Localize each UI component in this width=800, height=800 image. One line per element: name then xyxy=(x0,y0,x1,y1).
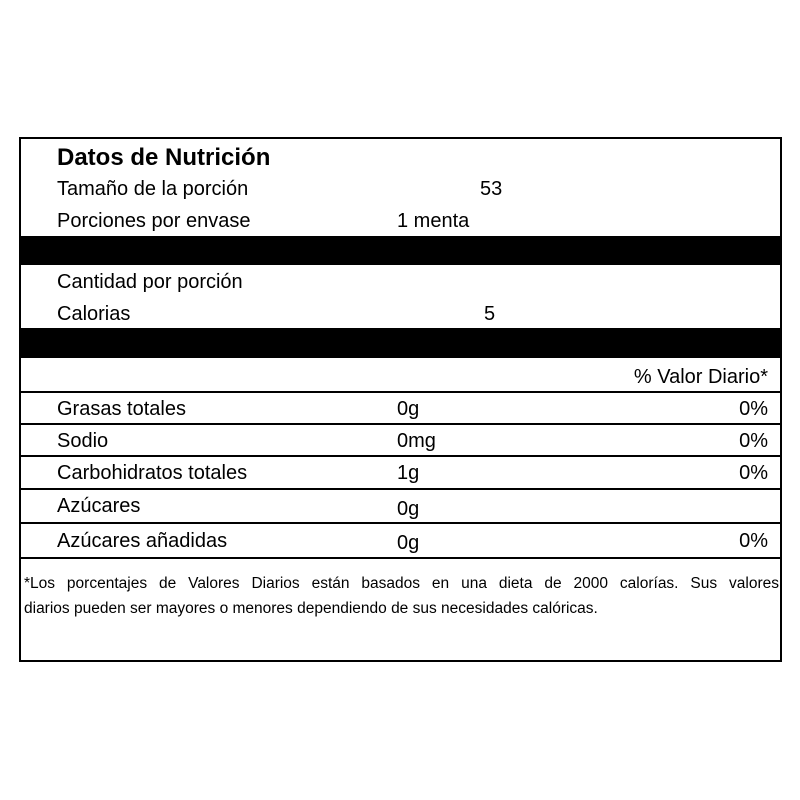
nutrient-daily-value: 0% xyxy=(739,398,768,420)
nutrient-name: Sodio xyxy=(57,430,109,452)
row-divider xyxy=(21,488,780,490)
row-divider xyxy=(21,423,780,425)
nutrient-name: Carbohidratos totales xyxy=(57,462,248,484)
serving-size-value: 53 xyxy=(480,178,503,200)
nutrient-daily-value: 0% xyxy=(739,430,768,452)
nutrient-daily-value: 0% xyxy=(739,462,768,484)
calories-label: Calorias xyxy=(57,303,131,325)
footnote-line: *Los porcentajes de Valores Diarios están basados en una dieta de 2000 calorías. Sus valores xyxy=(24,575,779,592)
serving-size-label: Tamaño de la porción xyxy=(57,178,249,200)
amount-per-serving-label: Cantidad por porción xyxy=(57,271,243,293)
nutrition-facts-label xyxy=(19,137,782,662)
label-title: Datos de Nutrición xyxy=(57,144,271,171)
nutrient-amount: 1g xyxy=(397,462,420,484)
servings-per-container-value: 1 menta xyxy=(397,210,470,232)
servings-per-container-label: Porciones por envase xyxy=(57,210,251,232)
row-divider xyxy=(21,391,780,393)
nutrient-name: Azúcares añadidas xyxy=(57,530,228,552)
nutrient-name: Grasas totales xyxy=(57,398,186,420)
thick-divider xyxy=(21,328,780,358)
nutrient-amount: 0mg xyxy=(397,430,436,452)
daily-value-footnote xyxy=(24,571,779,621)
row-divider xyxy=(21,522,780,524)
nutrient-daily-value: 0% xyxy=(739,530,768,552)
row-divider xyxy=(21,455,780,457)
footnote-line: diarios pueden ser mayores o menores dependiendo de sus necesidades calóricas. xyxy=(24,600,598,617)
thick-divider xyxy=(21,236,780,265)
nutrient-amount: 0g xyxy=(397,498,420,520)
nutrient-name: Azúcares xyxy=(57,495,141,517)
nutrient-amount: 0g xyxy=(397,398,420,420)
calories-value: 5 xyxy=(484,303,496,325)
daily-value-header: % Valor Diario* xyxy=(633,366,768,388)
nutrient-amount: 0g xyxy=(397,532,420,554)
row-divider xyxy=(21,557,780,559)
